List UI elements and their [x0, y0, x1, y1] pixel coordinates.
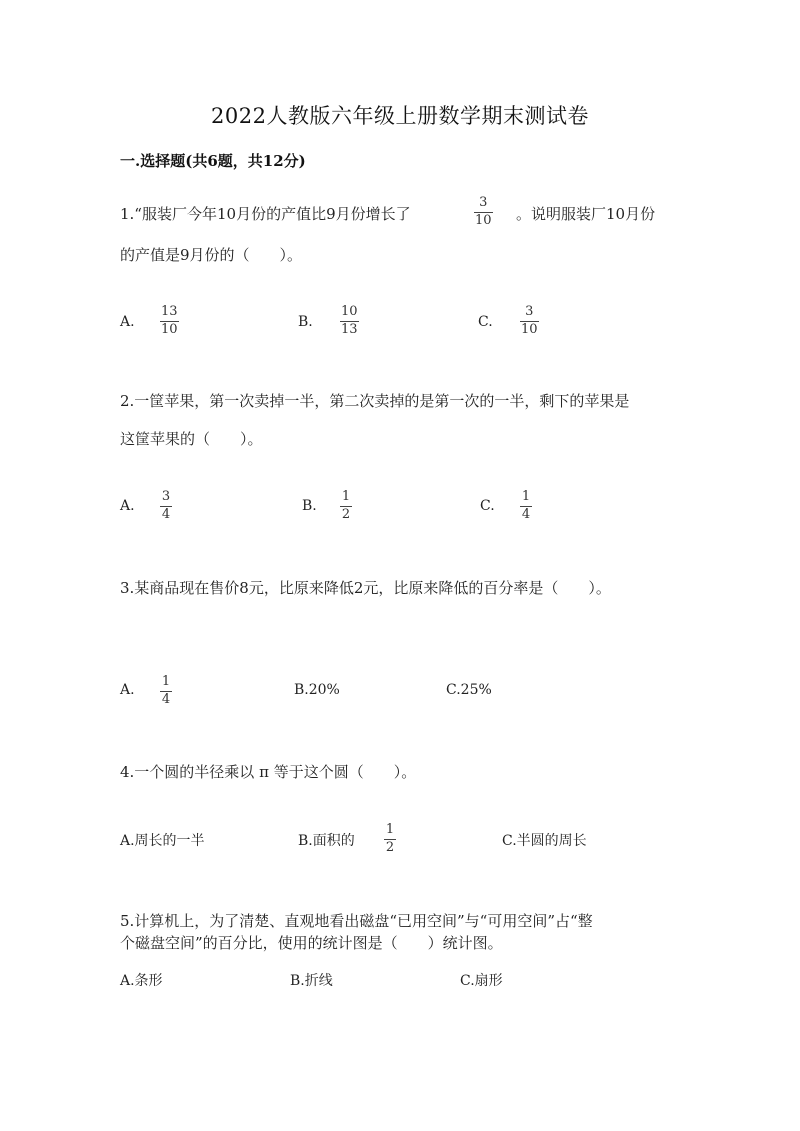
option-fraction: 10 13 [341, 304, 358, 337]
option-label: B. [302, 498, 317, 514]
question-text: 。说明服装厂10月份 [516, 205, 656, 223]
option-b[interactable]: B.折线 [290, 973, 333, 989]
option-c[interactable]: C.扇形 [460, 973, 503, 989]
question-text: 4.一个圆的半径乘以 π 等于这个圆（ ）。 [120, 763, 417, 781]
option-a[interactable]: A.周长的一半 [120, 833, 205, 849]
option-b[interactable]: B.20% [294, 682, 340, 698]
option-fraction: 1 2 [385, 822, 395, 855]
option-label: C. [480, 498, 495, 514]
option-label: A. [120, 498, 135, 514]
option-label: C. [478, 314, 493, 330]
option-fraction: 3 4 [161, 489, 171, 522]
question-text: 3.某商品现在售价8元，比原来降低2元，比原来降低的百分率是（ ）。 [120, 579, 611, 597]
option-c[interactable]: C.半圆的周长 [502, 833, 587, 849]
option-fraction: 1 2 [341, 489, 351, 522]
inline-fraction: 3 10 [475, 195, 492, 228]
option-c[interactable]: C.25% [446, 682, 492, 698]
question-text: 个磁盘空间”的百分比，使用的统计图是（ ）统计图。 [120, 934, 503, 952]
question-text: 5.计算机上，为了清楚、直观地看出磁盘“已用空间”与“可用空间”占“整 [120, 912, 593, 930]
question-text: 这筐苹果的（ ）。 [120, 430, 263, 448]
option-fraction: 3 10 [521, 304, 538, 337]
question-text: 1.“服装厂今年10月份的产值比9月份增长了 [120, 205, 411, 223]
option-a[interactable]: A.条形 [120, 973, 163, 989]
option-fraction: 1 4 [161, 674, 171, 707]
question-text: 的产值是9月份的（ ）。 [120, 246, 303, 264]
option-fraction: 1 4 [521, 489, 531, 522]
page-title: 2022人教版六年级上册数学期末测试卷 [211, 104, 589, 128]
option-fraction: 13 10 [161, 304, 178, 337]
option-label: A. [120, 682, 135, 698]
option-label: A. [120, 314, 135, 330]
section-heading: 一.选择题(共6题，共12分) [120, 152, 306, 170]
question-text: 2.一筐苹果，第一次卖掉一半，第二次卖掉的是第一次的一半，剩下的苹果是 [120, 392, 630, 410]
option-label: B.面积的 [298, 833, 355, 849]
option-label: B. [298, 314, 313, 330]
